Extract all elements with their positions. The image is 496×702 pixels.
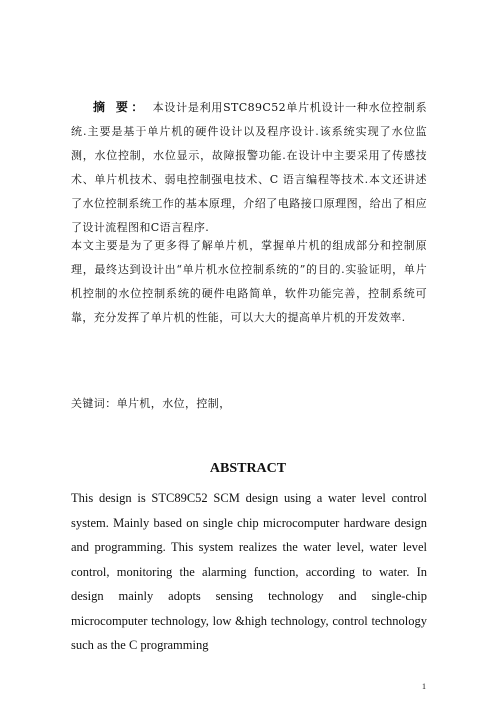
english-abstract-text: This design is STC89C52 SCM design using a water level control system. Mainly based on single chip microcomputer hardware design and programming. This system realizes the water level, water level control, monitoring the alarming function, according to water. In design mainly adopts sensing technology and single-chip microcomputer technology, low &high technology, control technology such as the C programming [71,491,427,652]
chinese-abstract-paragraph-2: 本文主要是为了更多得了解单片机，掌握单片机的组成部分和控制原理，最终达到设计出“单片机水位控制系统的”的目的.实验证明，单片机控制的水位控制系统的硬件电路简单，软件功能完善，控制系统可靠，充分发挥了单片机的性能，可以大大的提高单片机的开发效率. [71,239,427,324]
english-abstract-title: ABSTRACT [209,461,287,476]
abstract-text-1: 本设计是利用STC89C52单片机设计一种水位控制系统.主要是基于单片机的硬件设计以及程序设计.该系统实现了水位监测，水位控制，水位显示，故障报警功能.在设计中主要采用了传感技术、单片机技术、弱电控制强电技术、C 语言编程等技术.本文还讲述了水位控制系统工作的基本原理，介绍了电路接口原理图，给出了相应了设计流程图和C语言程序. [71,101,427,234]
abstract-label: 摘 要： [93,100,147,114]
chinese-abstract-paragraph-1 [71,95,427,240]
keywords-line: 关键词：单片机，水位，控制， [71,397,231,410]
page-number: 1 [422,682,426,691]
